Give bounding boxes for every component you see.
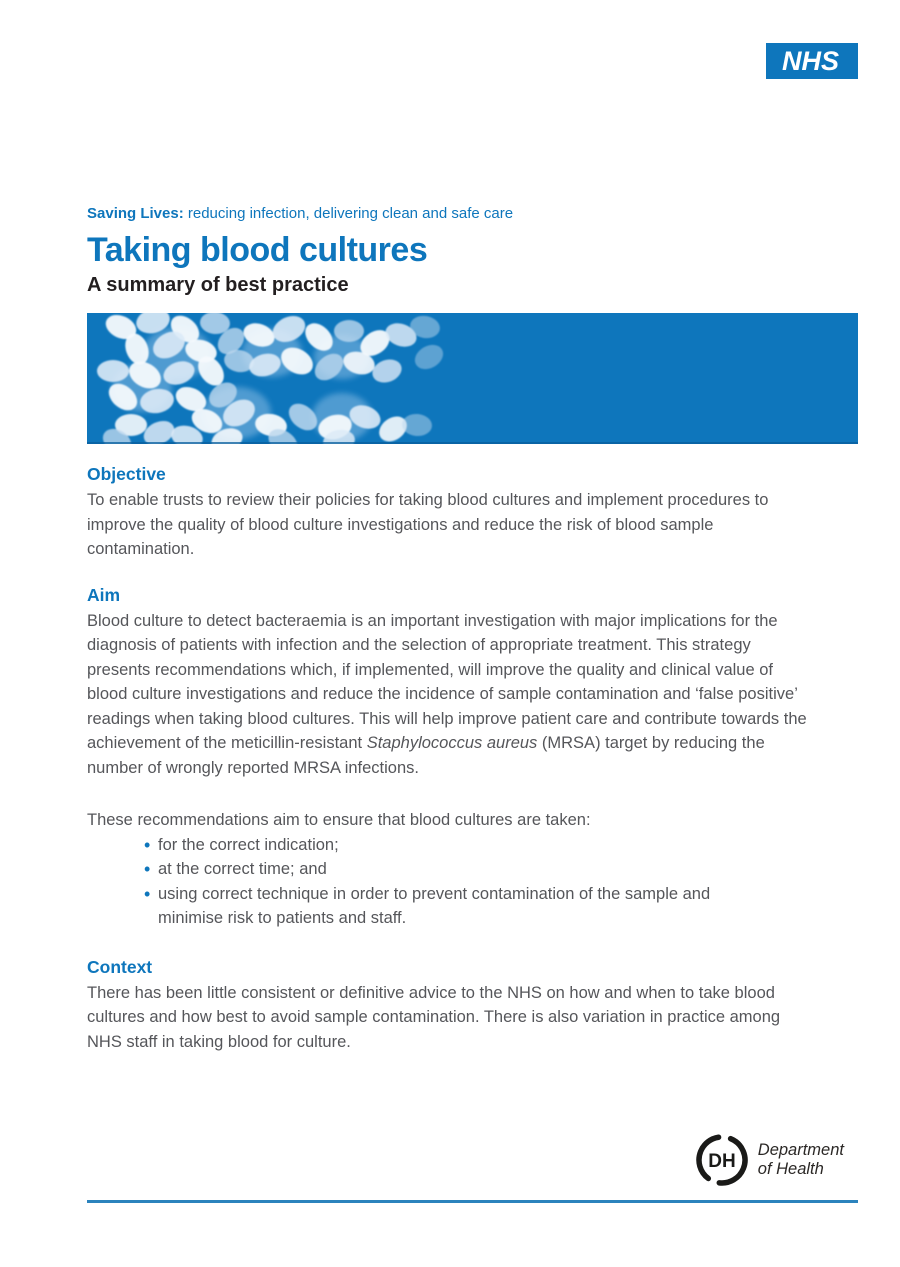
recommendations-list — [87, 833, 814, 931]
dh-initials: DH — [708, 1151, 736, 1172]
strapline-tagline: reducing infection, delivering clean and safe care — [183, 205, 514, 222]
aim-heading: Aim — [87, 584, 121, 605]
document-content — [87, 205, 858, 1054]
strapline — [87, 205, 858, 222]
nhs-logo — [766, 43, 858, 79]
section-objective — [87, 464, 814, 562]
aim-body — [87, 609, 814, 781]
bacteria-banner-image — [87, 313, 858, 444]
recommendation-item: • using correct technique in order to prevent contamination of the sample and minimise risk to patients and staff. — [144, 882, 744, 931]
objective-heading: Objective — [87, 464, 166, 484]
aim-body-text: Blood culture to detect bacteraemia is an important investigation with major implications for the diagnosis of patients with infection and the selection of appropriate treatment. This strategy presents recommendations which, if implemented, will improve the quality and clinical value of blood culture investigations and reduce the incidence of sample contamination and ‘false positive’ readings when taking blood cultures. This will help improve patient care and contribute towards the achievement of the meticillin-resistant — [87, 611, 807, 752]
recommendations-intro: These recommendations aim to ensure that blood cultures are taken: — [87, 811, 591, 829]
dh-name-line2: of Health — [757, 1160, 824, 1178]
footer-rule — [87, 1200, 858, 1203]
body-column — [87, 464, 814, 1054]
page-subtitle: A summary of best practice — [87, 274, 349, 296]
nhs-logo-text: NHS — [781, 45, 839, 76]
section-context — [87, 957, 814, 1055]
objective-body: To enable trusts to review their policies for taking blood cultures and implement procedures to improve the quality of blood culture investigations and reduce the risk of blood sample contamination. — [87, 491, 769, 558]
dh-name — [758, 1141, 844, 1179]
strapline-program-name: Saving Lives: — [87, 205, 184, 222]
department-of-health-logo — [694, 1132, 844, 1188]
page-title: Taking blood cultures — [87, 231, 428, 269]
section-aim — [87, 585, 814, 781]
aim-species-italic: Staphylococcus aureus — [366, 734, 538, 752]
context-body: There has been little consistent or definitive advice to the NHS on how and when to take blood cultures and how best to avoid sample contamination. There is also variation in practice among NHS staff in taking blood for culture. — [87, 983, 781, 1051]
context-heading: Context — [87, 956, 153, 977]
aim-body-text-after: (MRSA) target by reducing the number of wrongly reported MRSA infections. — [87, 734, 765, 777]
recommendation-item: • at the correct time; and — [144, 857, 744, 882]
recommendation-item: • for the correct indication; — [144, 833, 744, 858]
dh-name-line1: Department — [757, 1141, 844, 1159]
dh-roundel-icon — [694, 1132, 750, 1188]
